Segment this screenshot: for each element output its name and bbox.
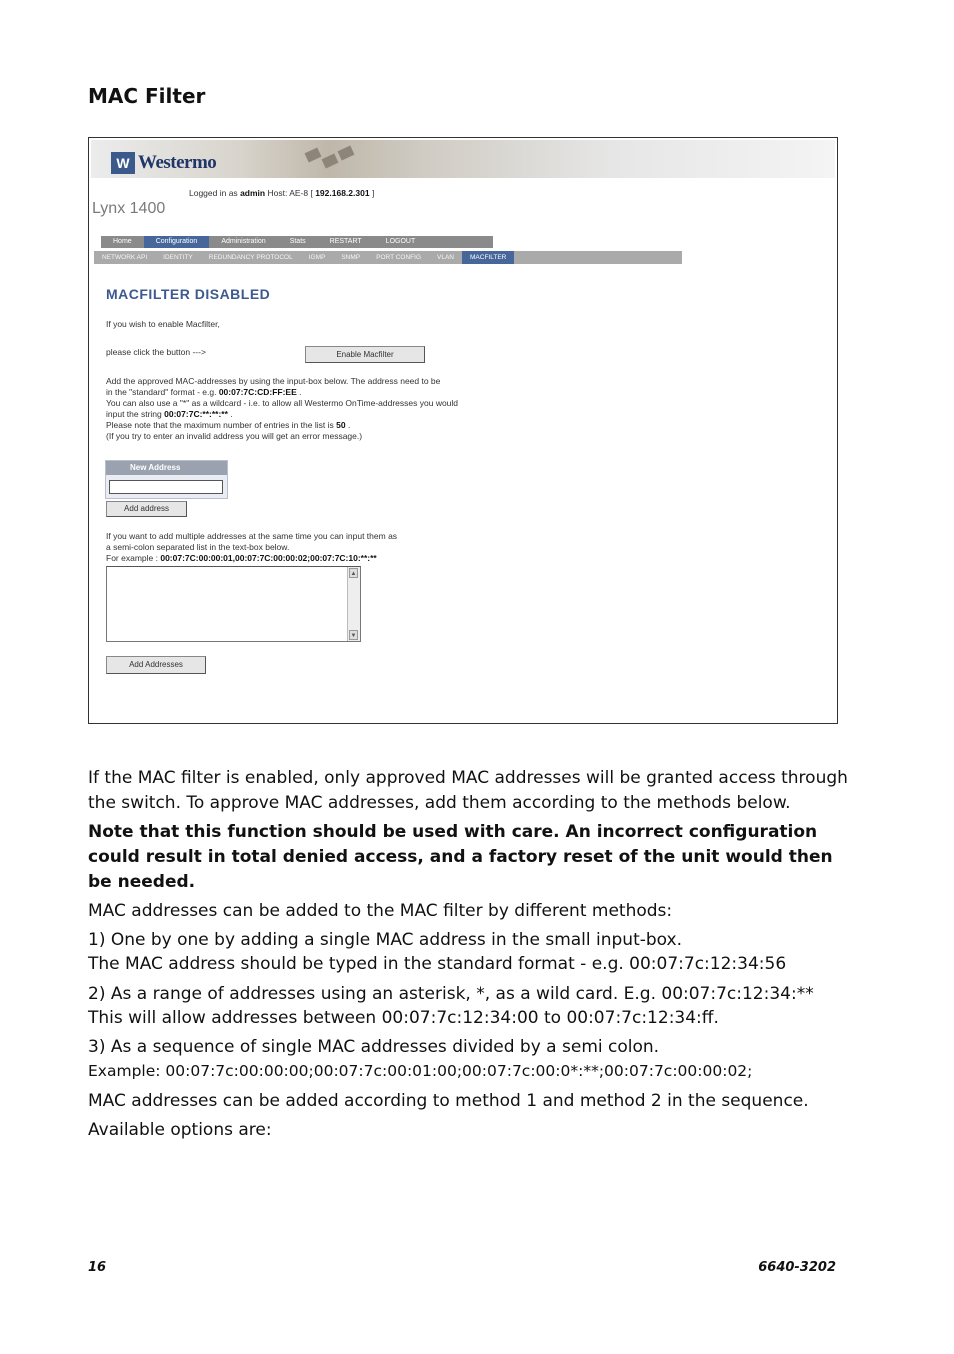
tab-stats[interactable]: Stats [289,238,306,245]
subtab-network-api[interactable]: NETWORK API [102,254,148,261]
tab-administration[interactable]: Administration [221,238,266,245]
method-2-line1: 2) As a range of addresses using an asterisk, *, as a wild card. E.g. 00:07:7c:12:34:** [88,984,814,1004]
add-address-button[interactable]: Add address [106,501,187,517]
macfilter-status-title: MACFILTER DISABLED [106,286,271,302]
method-3-line1: 3) As a sequence of single MAC addresses divided by a semi colon. [88,1037,660,1057]
scroll-down-icon[interactable]: ▼ [349,630,358,640]
info-line: input the string 00:07:7C:**:**:** . [106,409,233,419]
document-number: 6640-3202 [758,1260,836,1275]
subtab-port-config[interactable]: PORT CONFIG [376,254,422,261]
sub-nav [94,251,682,264]
new-address-label: New Address [106,461,227,475]
method-1-line2: The MAC address should be typed in the standard format - e.g. 00:07:7c:12:34:56 [88,954,787,974]
warning-note: Note that this function should be used with care. An incorrect configuration could result in total denied access, and a factory reset of the unit would then be needed. [88,822,833,892]
main-nav [101,236,493,248]
sequence-note: MAC addresses can be added according to method 1 and method 2 in the sequence. [88,1091,809,1111]
westermo-logo: Westermo [138,152,217,173]
info-line: Add the approved MAC-addresses by using the input-box below. The address need to be [106,376,441,386]
intro-paragraph: If the MAC filter is enabled, only approved MAC addresses will be granted access through the switch. To approve MAC addresses, add them according to the methods below. [88,768,848,813]
add-addresses-button[interactable]: Add Addresses [106,656,206,674]
new-address-panel [105,460,228,499]
banner-graphic [338,146,355,161]
methods-intro: MAC addresses can be added to the MAC filter by different methods: [88,901,673,921]
info-line: Please note that the maximum number of entries in the list is 50 . [106,420,351,430]
method-2-line2: This will allow addresses between 00:07:7c:12:34:00 to 00:07:7c:12:34:ff. [88,1008,719,1028]
options-intro: Available options are: [88,1120,272,1140]
enable-macfilter-button[interactable]: Enable Macfilter [305,346,425,363]
subtab-macfilter[interactable]: MACFILTER [462,251,514,264]
subtab-vlan[interactable]: VLAN [437,254,454,261]
info-line: in the "standard" format - e.g. 00:07:7C:CD:FF:EE . [106,387,302,397]
section-heading: MAC Filter [88,84,206,108]
login-info: Logged in as admin Host: AE-8 [ 192.168.2.301 ] [189,188,375,198]
tab-restart[interactable]: RESTART [329,238,362,245]
info-line: (If you try to enter an invalid address you will get an error message.) [106,431,363,441]
tab-configuration[interactable]: Configuration [144,236,210,248]
textarea-scrollbar[interactable] [347,567,360,641]
multiple-addresses-textarea[interactable] [106,566,361,642]
web-ui-screenshot [88,137,838,724]
subtab-snmp[interactable]: SNMP [341,254,361,261]
header-banner [91,140,835,178]
info-line: You can also use a "*" as a wildcard - i.e. to allow all Westermo OnTime-addresses you would [106,398,459,408]
subtab-identity[interactable]: IDENTITY [163,254,193,261]
multi-hint: a semi-colon separated list in the text-box below. [106,542,290,552]
method-1-line1: 1) One by one by adding a single MAC address in the small input-box. [88,930,683,950]
click-hint: please click the button ---> [106,347,206,357]
banner-graphic [305,148,322,163]
multi-hint: If you want to add multiple addresses at the same time you can input them as [106,531,398,541]
method-3-line2: Example: 00:07:7c:00:00:00;00:07:7c:00:01:00;00:07:7c:00:0*:**;00:07:7c:00:00:02; [88,1062,753,1080]
page-number: 16 [88,1260,107,1275]
westermo-logo-icon: W [111,152,135,174]
banner-graphic [322,154,339,169]
device-model: Lynx 1400 [92,200,166,217]
subtab-igmp[interactable]: IGMP [308,254,326,261]
enable-hint: If you wish to enable Macfilter, [106,319,220,329]
subtab-redundancy-protocol[interactable]: REDUNDANCY PROTOCOL [208,254,293,261]
multi-example: For example : 00:07:7C:00:00:01,00:07:7C:00:00:02;00:07:7C:10:**:** [106,553,377,563]
tab-logout[interactable]: LOGOUT [385,238,416,245]
scroll-up-icon[interactable]: ▲ [349,568,358,578]
tab-home[interactable]: Home [113,238,132,245]
new-address-input[interactable] [109,480,223,494]
